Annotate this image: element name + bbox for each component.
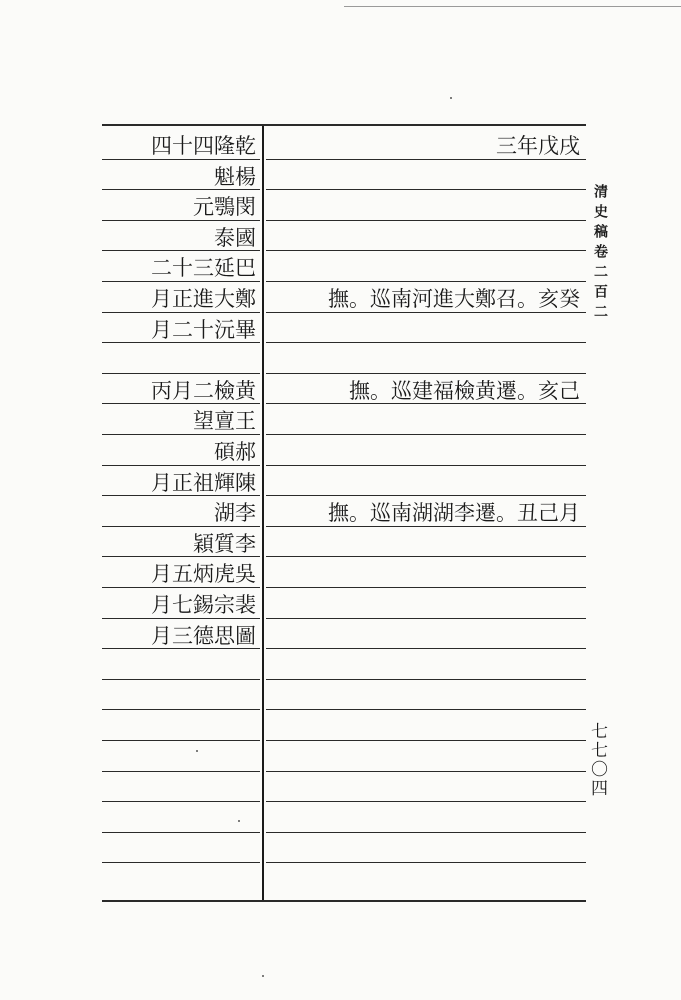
official-table <box>102 124 586 904</box>
row-rule <box>102 679 260 680</box>
row-rule <box>266 373 586 374</box>
page-number: 七七〇四 <box>587 722 607 798</box>
row-rule <box>266 709 586 710</box>
left-cell: 月二十沅畢 <box>151 317 256 342</box>
row-rule <box>266 556 586 557</box>
right-cell <box>272 405 580 435</box>
left-cell: 二十三延巴 <box>151 256 256 281</box>
row-rule <box>266 648 586 649</box>
left-cell: 月三德思圖 <box>151 623 256 648</box>
row-rule <box>102 465 260 466</box>
right-cell: 撫。巡建福檢黄遷。亥己 <box>349 378 580 403</box>
row-rule <box>266 832 586 833</box>
right-cell <box>272 161 580 191</box>
left-cell: 月五炳虎吳 <box>151 562 256 587</box>
row-rule <box>102 648 260 649</box>
row-rule <box>266 771 586 772</box>
row-rule <box>266 220 586 221</box>
row-rule <box>266 281 586 282</box>
row-rule <box>266 403 586 404</box>
left-cell: 穎質李 <box>193 531 256 556</box>
row-rule <box>102 373 260 374</box>
row-rule <box>266 312 586 313</box>
row-rule <box>102 250 260 251</box>
left-cell: 湖李 <box>214 501 256 526</box>
row-rule <box>266 189 586 190</box>
row-rule <box>266 465 586 466</box>
right-cell <box>272 436 580 466</box>
row-rule <box>102 862 260 863</box>
row-rule <box>102 832 260 833</box>
row-rule <box>102 312 260 313</box>
row-rule <box>102 434 260 435</box>
row-rule <box>102 526 260 527</box>
row-rule <box>102 220 260 221</box>
left-cell: 月正進大鄭 <box>151 287 256 311</box>
row-rule <box>102 618 260 619</box>
left-cell: 望亶王 <box>193 409 256 434</box>
right-cell: 撫。巡南河進大鄭召。亥癸 <box>328 287 580 311</box>
row-rule <box>102 342 260 343</box>
row-rule <box>266 342 586 343</box>
left-cell: 月七錫宗裴 <box>151 593 256 617</box>
right-cell <box>272 344 580 374</box>
column-divider <box>262 124 264 900</box>
table-bottom-rule <box>102 900 586 902</box>
table-top-rule <box>102 124 586 126</box>
right-cell <box>272 252 580 282</box>
right-cell <box>272 222 580 252</box>
scan-speck <box>238 820 240 822</box>
left-cell: 四十四隆乾 <box>151 134 256 158</box>
row-rule <box>266 679 586 680</box>
row-rule <box>102 556 260 557</box>
row-rule <box>102 801 260 802</box>
row-rule <box>102 403 260 404</box>
row-rule <box>102 159 260 160</box>
row-rule <box>102 495 260 496</box>
left-cell: 碩郝 <box>214 440 256 464</box>
row-rule <box>266 587 586 588</box>
row-rule <box>102 709 260 710</box>
left-cell <box>106 344 256 374</box>
right-cell <box>272 191 580 221</box>
row-rule <box>266 740 586 741</box>
row-rule <box>266 434 586 435</box>
left-cell: 泰國 <box>214 225 256 250</box>
row-rule <box>266 495 586 496</box>
row-rule <box>102 771 260 772</box>
right-cell <box>272 528 580 558</box>
right-cell <box>272 558 580 588</box>
left-cell: 月正祖輝陳 <box>151 470 256 495</box>
right-cell <box>272 620 580 650</box>
top-edge-line <box>344 6 681 7</box>
right-cell <box>272 467 580 497</box>
left-cell: 元鶚閔 <box>193 195 256 220</box>
scan-speck <box>196 750 198 752</box>
row-rule <box>266 801 586 802</box>
right-cell <box>272 589 580 619</box>
left-cell: 魁楊 <box>214 164 256 189</box>
row-rule <box>266 159 586 160</box>
right-cell: 三年戊戌 <box>496 134 580 158</box>
side-title: 清史稿卷二百二 <box>592 184 608 324</box>
right-cell: 撫。巡南湖湖李遷。丑己月 <box>328 501 580 526</box>
row-rule <box>266 250 586 251</box>
left-cell: 丙月二檢黄 <box>151 378 256 403</box>
row-rule <box>266 618 586 619</box>
scan-speck <box>450 97 452 99</box>
row-rule <box>102 189 260 190</box>
right-cell <box>272 314 580 344</box>
row-rule <box>102 587 260 588</box>
row-rule <box>266 862 586 863</box>
row-rule <box>102 281 260 282</box>
row-rule <box>102 740 260 741</box>
row-rule <box>266 526 586 527</box>
scan-speck <box>262 975 264 977</box>
